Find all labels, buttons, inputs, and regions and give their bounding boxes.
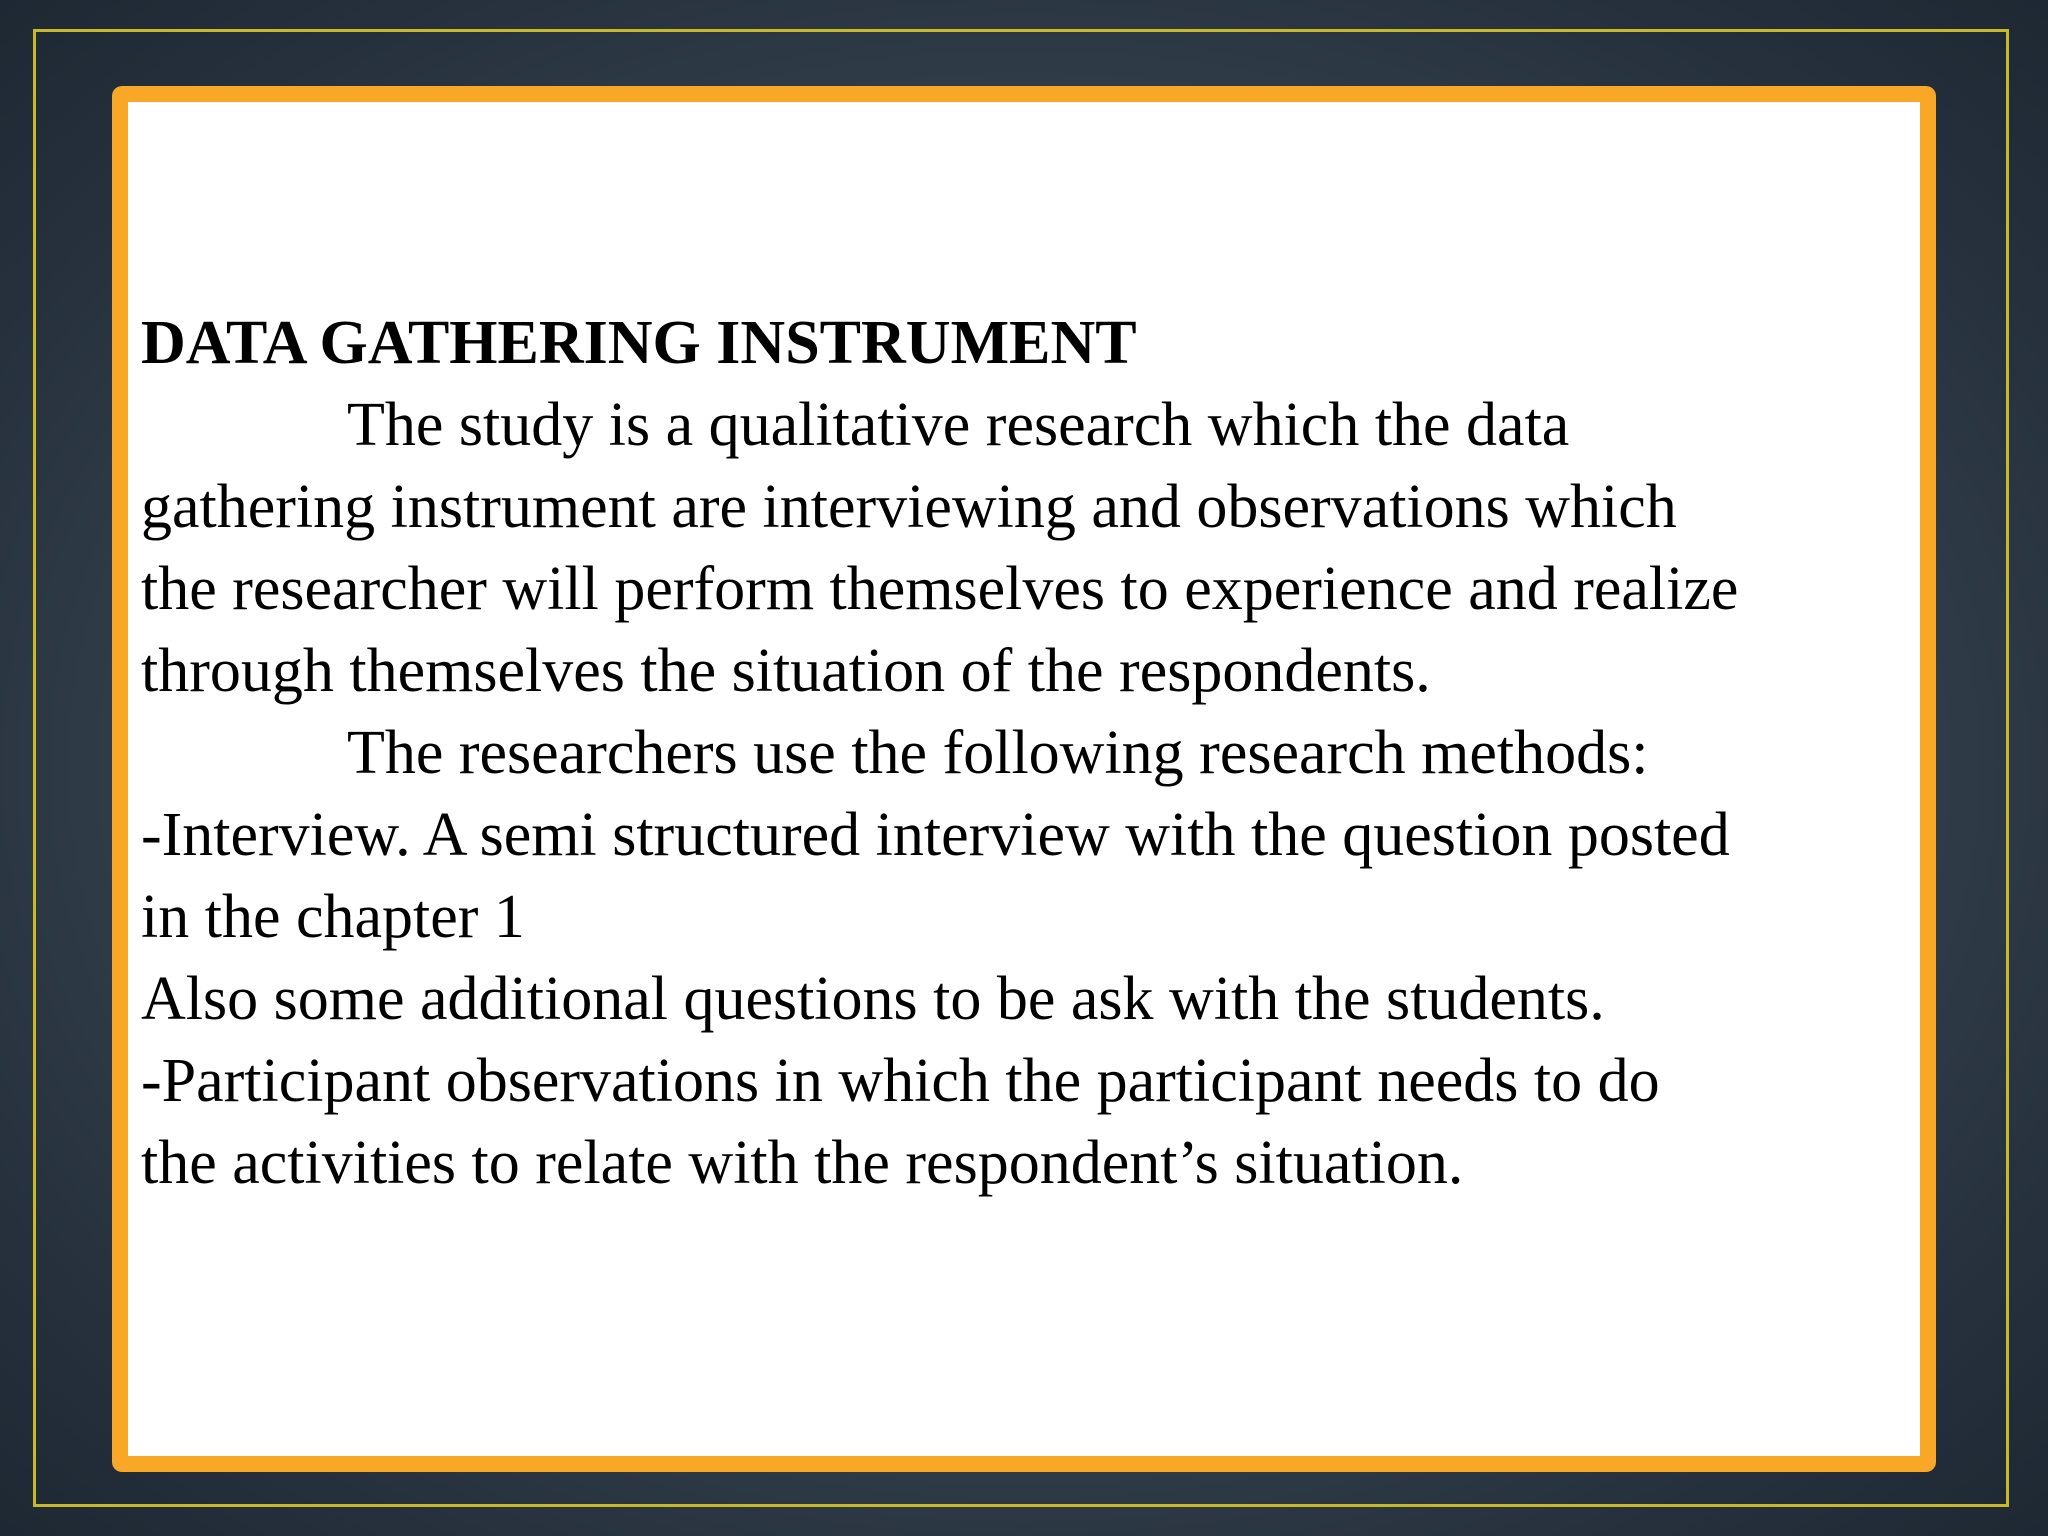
- paragraph2: The researchers use the following research methods:: [347, 719, 1649, 787]
- paragraph1-line-3: the researcher will perform themselves to experience and realize: [141, 555, 1739, 623]
- paragraph1-line-4: through themselves the situation of the respondents.: [141, 637, 1431, 705]
- interview-line-1: -Interview. A semi structured interview with the question posted: [141, 801, 1730, 869]
- paragraph1-line-2: gathering instrument are interviewing and observations which: [141, 473, 1677, 541]
- additional-questions-line: Also some additional questions to be ask with the students.: [141, 965, 1605, 1033]
- paragraph1-line-1: The study is a qualitative research which the data: [347, 391, 1570, 459]
- observation-line-2: the activities to relate with the respondent’s situation.: [141, 1129, 1464, 1197]
- slide-content: [141, 302, 1931, 1204]
- observation-line-1: -Participant observations in which the participant needs to do: [141, 1047, 1660, 1115]
- slide-heading: DATA GATHERING INSTRUMENT: [141, 309, 1137, 377]
- interview-line-2: in the chapter 1: [141, 883, 525, 951]
